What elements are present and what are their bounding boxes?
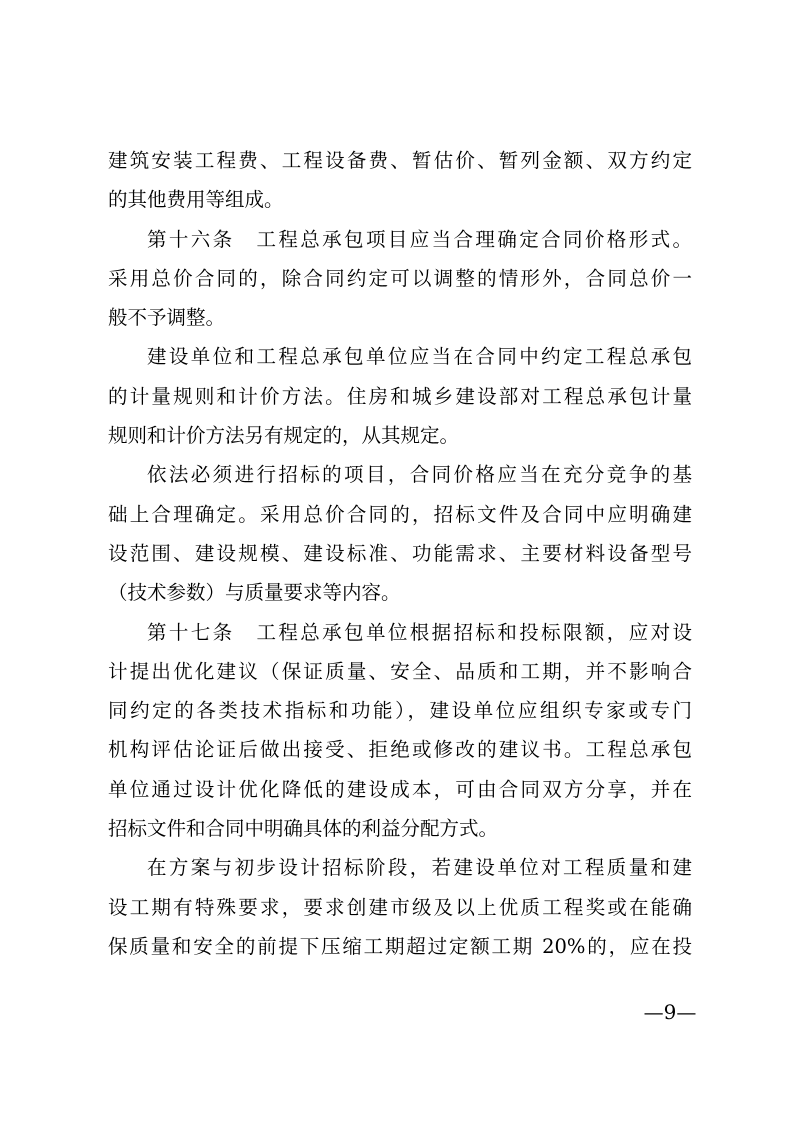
document-body: [108, 141, 692, 966]
text-line: 第十七条 工程总承包单位根据招标和投标限额，应对设: [147, 620, 692, 644]
text-line: 础上合理确定。采用总价合同的，招标文件及合同中应明确建: [108, 502, 692, 526]
text-line: 计提出优化建议（保证质量、安全、品质和工期，并不影响合: [108, 659, 692, 683]
text-line: 保质量和安全的前提下压缩工期超过定额工期 20%的，应在投: [108, 934, 692, 958]
text-line: 采用总价合同的，除合同约定可以调整的情形外，合同总价一: [108, 266, 692, 290]
page-number: —9—: [643, 1000, 697, 1024]
text-line: 第十六条 工程总承包项目应当合理确定合同价格形式。: [147, 227, 692, 251]
text-line: 设工期有特殊要求，要求创建市级及以上优质工程奖或在能确: [108, 895, 692, 919]
text-line: 依法必须进行招标的项目，合同价格应当在充分竞争的基: [147, 463, 692, 487]
text-line: 在方案与初步设计招标阶段，若建设单位对工程质量和建: [147, 856, 692, 880]
text-line: 规则和计价方法另有规定的，从其规定。: [108, 424, 460, 448]
text-line: 的计量规则和计价方法。住房和城乡建设部对工程总承包计量: [108, 384, 692, 408]
text-line: 的其他费用等组成。: [108, 188, 284, 212]
text-line: 建筑安装工程费、工程设备费、暂估价、暂列金额、双方约定: [108, 149, 692, 172]
text-line: （技术参数）与质量要求等内容。: [108, 581, 401, 605]
text-line: 单位通过设计优化降低的建设成本，可由合同双方分享，并在: [108, 777, 692, 801]
text-line: 招标文件和合同中明确具体的利益分配方式。: [108, 817, 499, 841]
text-line: 机构评估论证后做出接受、拒绝或修改的建议书。工程总承包: [108, 738, 692, 762]
text-line: 般不予调整。: [108, 306, 226, 330]
text-line: 建设单位和工程总承包单位应当在合同中约定工程总承包: [147, 345, 692, 369]
text-line: 设范围、建设规模、建设标准、功能需求、主要材料设备型号: [108, 541, 692, 565]
text-line: 同约定的各类技术指标和功能），建设单位应组织专家或专门: [108, 699, 692, 723]
